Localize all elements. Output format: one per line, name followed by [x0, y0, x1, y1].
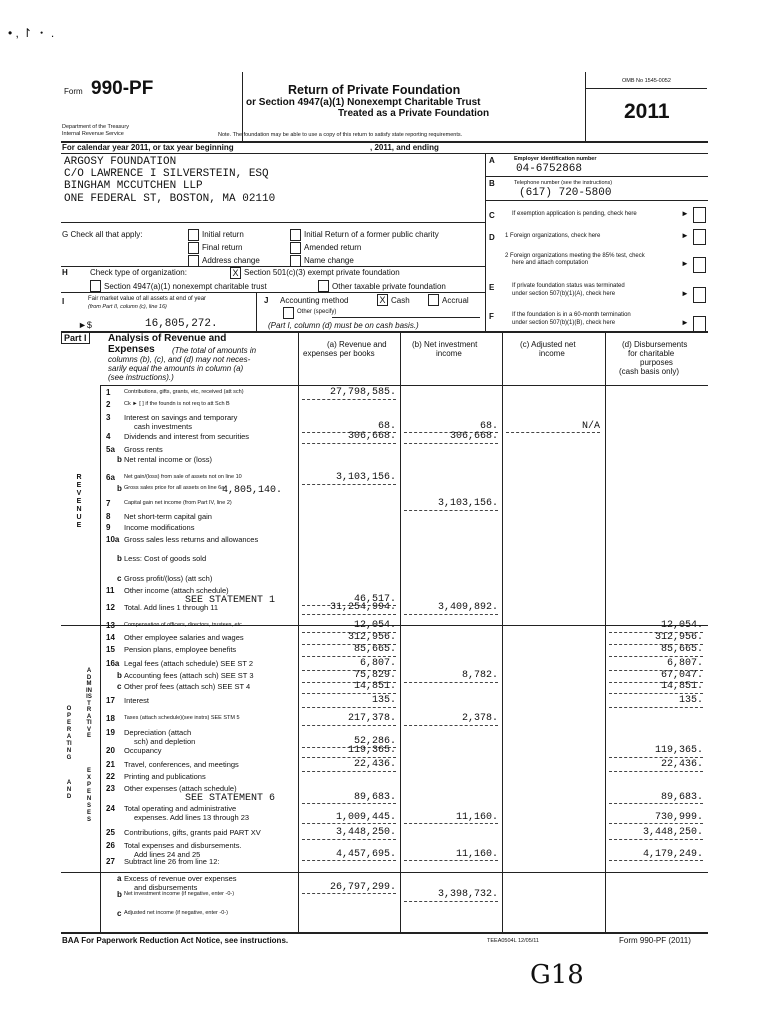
row-number: 8 — [106, 512, 111, 521]
part-desc-3: sarily equal the amounts in column (a) — [108, 364, 244, 373]
col-d-header-4: (cash basis only) — [619, 367, 680, 376]
side-label-expenses: EXPENSES — [86, 768, 92, 823]
exemption-pending-checkbox[interactable] — [693, 207, 706, 223]
f2-text: under section 507(b)(1)(B), check here — [512, 320, 616, 326]
i-text-1: Fair market value of all assets at end of year — [88, 296, 207, 302]
form-note: Note. The foundation may be able to use a copy of this return to satisfy state reporting requirements. — [218, 132, 463, 138]
row-value-col-a: 22,436. — [353, 759, 396, 770]
d2-text-a: 2 Foreign organizations meeting the 85% test, check — [505, 253, 645, 259]
row-number: 2 — [106, 400, 111, 409]
phone-value: (617) 720-5800 — [519, 187, 612, 199]
row-label: Net short-term capital gain — [124, 512, 212, 521]
row-value-col-a: 26,797,299. — [329, 882, 396, 893]
i-text-2: (from Part II, column (c), line 16) — [88, 304, 167, 310]
form-subtitle: or Section 4947(a)(1) Nonexempt Charitable Trust — [246, 97, 481, 108]
row-value-col-a: 306,668. — [347, 431, 396, 442]
row-number: 13 — [106, 621, 115, 630]
row-value-col-a: 6,807. — [359, 658, 396, 669]
final-return-label: Final return — [202, 243, 243, 252]
row-number: 11 — [106, 586, 115, 595]
row-number: b — [117, 671, 122, 680]
row-value-col-a: 135. — [371, 695, 396, 706]
row-value-col-a: 12,054. — [353, 620, 396, 631]
other-taxable-checkbox[interactable] — [318, 280, 329, 292]
row-label: Gross sales price for all assets on line 6a — [124, 485, 225, 491]
row-label: Printing and publications — [124, 772, 206, 781]
row-label-2: SEE STATEMENT 1 — [185, 595, 276, 606]
d-label: D — [489, 233, 495, 242]
row-label: Travel, conferences, and meetings — [124, 760, 239, 769]
dept-line-1: Department of the Treasury — [62, 124, 129, 130]
row-value-col-b: 306,668. — [449, 431, 498, 442]
initial-return-label: Initial return — [202, 230, 244, 239]
row-label-2: and disbursements — [134, 883, 198, 892]
row-label: Gross sales less returns and allowances — [124, 535, 259, 544]
row-label: Net investment income (if negative, enter -0-) — [124, 891, 235, 897]
form-subtitle-2: Treated as a Private Foundation — [338, 108, 490, 119]
col-d-header-2: for charitable — [628, 349, 675, 358]
row-label: Dividends and interest from securities — [124, 432, 250, 441]
row-value-col-b: 3,103,156. — [437, 498, 498, 509]
form-word: Form — [64, 87, 83, 96]
former-public-charity-checkbox[interactable] — [290, 229, 301, 241]
row-label: Other employee salaries and wages — [124, 633, 244, 642]
row-label-2: sch) and depletion — [134, 737, 196, 746]
row-value-col-a: 4,457,695. — [335, 849, 396, 860]
row-value-col-b: 68. — [479, 421, 498, 432]
row-label: Other income (attach schedule) — [124, 586, 229, 595]
final-return-checkbox[interactable] — [188, 242, 199, 254]
i-label: I — [62, 297, 65, 306]
row-label: Excess of revenue over expenses — [124, 874, 237, 883]
row-value-col-d: 135. — [678, 695, 703, 706]
terminated-b-checkbox[interactable] — [693, 316, 706, 332]
row-label: Adjusted net income (if negative, enter -0-) — [124, 910, 228, 916]
row-value-col-a: 3,448,250. — [335, 827, 396, 838]
row-value-col-d: 312,956. — [654, 632, 703, 643]
row-label-2: cash investments — [134, 422, 192, 431]
e2-text: under section 507(b)(1)(A), check here — [512, 291, 616, 297]
d2-text-b: here and attach computation — [512, 260, 589, 266]
amended-return-checkbox[interactable] — [290, 242, 301, 254]
row-number: 27 — [106, 857, 115, 866]
g-label: G Check all that apply: — [62, 230, 143, 239]
row-number: 18 — [106, 714, 115, 723]
row-value-col-a: 46,517. — [353, 594, 396, 605]
a-label: A — [489, 156, 495, 165]
foreign-org-checkbox[interactable] — [693, 229, 706, 245]
row-label-2: SEE STATEMENT 6 — [185, 793, 276, 804]
row-value-col-a: 119,365. — [347, 745, 396, 756]
row-value-col-b: 3,409,892. — [437, 602, 498, 613]
row-label: Net rental income or (loss) — [124, 455, 212, 464]
row-label: Contributions, gifts, grants, etc, received (att sch) — [124, 389, 244, 395]
row-value-col-d: 3,448,250. — [642, 827, 703, 838]
row-value-col-d: 730,999. — [654, 812, 703, 823]
row-label: Other prof fees (attach sch) SEE ST 4 — [124, 682, 251, 691]
row-number: b — [117, 554, 122, 563]
former-public-charity-label: Initial Return of a former public charity — [304, 230, 439, 239]
h-label: H — [62, 268, 68, 277]
row-number: 26 — [106, 841, 115, 850]
4947-trust-label: Section 4947(a)(1) nonexempt charitable trust — [104, 282, 267, 291]
row-value-col-d: 22,436. — [660, 759, 703, 770]
row-value-col-b: 11,160. — [455, 812, 498, 823]
row-label: Subtract line 26 from line 12: — [124, 857, 220, 866]
col-a-header-2: expenses per books — [303, 349, 375, 358]
row-value-col-d: 89,683. — [660, 792, 703, 803]
row-value-col-a: 217,378. — [347, 713, 396, 724]
row-label: Interest — [124, 696, 150, 705]
initial-return-checkbox[interactable] — [188, 229, 199, 241]
ein-value: 04-6752868 — [516, 163, 583, 175]
terminated-a-checkbox[interactable] — [693, 287, 706, 303]
row-number: 23 — [106, 784, 115, 793]
row-value-col-a: 68. — [377, 421, 396, 432]
col-b-header-1: (b) Net investment — [412, 340, 478, 349]
row-label: Depreciation (attach — [124, 728, 192, 737]
other-method-label: Other (specify) — [297, 309, 337, 315]
row-label: Occupancy — [124, 746, 162, 755]
form-title: Return of Private Foundation — [288, 83, 461, 97]
row-number: b — [117, 890, 122, 899]
top-marks: • , ↾ ・ . — [8, 26, 55, 40]
cash-checkbox[interactable]: X — [377, 294, 388, 306]
part-desc-4: (see instructions).) — [108, 373, 174, 382]
row-value-col-b: 8,782. — [461, 670, 498, 681]
row-number: 4 — [106, 432, 111, 441]
phone-title: Telephone number (see the instructions) — [514, 180, 613, 186]
row-number: 22 — [106, 772, 115, 781]
row-number: 7 — [106, 499, 111, 508]
row-label: Compensation of officers, directors, trustees, etc — [124, 622, 242, 628]
side-label-revenue: REVENUE — [76, 474, 82, 529]
row-number: 5a — [106, 445, 115, 454]
row-label: Legal fees (attach schedule) SEE ST 2 — [124, 659, 254, 668]
f-label: F — [489, 312, 494, 321]
row-label: Other expenses (attach schedule) — [124, 784, 237, 793]
4947-trust-checkbox[interactable] — [90, 280, 101, 292]
row-label: Gross profit/(loss) (att sch) — [124, 574, 213, 583]
c-text: If exemption application is pending, check here — [512, 211, 637, 217]
row-value-col-b: 3,398,732. — [437, 889, 498, 900]
part-title: Analysis of Revenue and — [108, 333, 227, 344]
accrual-checkbox[interactable] — [428, 294, 439, 306]
row-label: Interest on savings and temporary — [124, 413, 238, 422]
row-value-col-a: 52,286. — [353, 736, 396, 747]
row-label: Total operating and administrative — [124, 804, 237, 813]
row-label: Contributions, gifts, grants paid PART XV — [124, 828, 261, 837]
row-value-col-b: 11,160. — [455, 849, 498, 860]
row-value-col-c: N/A — [581, 421, 600, 432]
footer-code: TEEA0504L 12/05/11 — [487, 938, 539, 944]
j-text: Accounting method — [280, 296, 349, 305]
form-number: 990-PF — [91, 78, 154, 99]
org-name-line-4: ONE FEDERAL ST, BOSTON, MA 02110 — [64, 193, 276, 205]
col-d-header-3: purposes — [640, 358, 673, 367]
row-label: Capital gain net income (from Part IV, line 2) — [124, 500, 232, 506]
dept-line-2: Internal Revenue Service — [62, 131, 124, 137]
row-label: Accounting fees (attach sch) SEE ST 3 — [124, 671, 254, 680]
org-name-line-3: BINGHAM MCCUTCHEN LLP — [64, 180, 203, 192]
row-label: Taxes (attach schedule)(see instrs) SEE STM 5 — [124, 715, 240, 721]
part-label: Part I — [61, 332, 90, 344]
501c3-label: Section 501(c)(3) exempt private foundation — [244, 268, 400, 277]
row-number: c — [117, 574, 122, 583]
row-number: 15 — [106, 645, 115, 654]
row-label-2: Add lines 24 and 25 — [134, 850, 201, 859]
row-value-col-a: 27,798,585. — [329, 387, 396, 398]
row-number: 24 — [106, 804, 115, 813]
row-number: 19 — [106, 728, 115, 737]
row-value-col-a: 31,254,994. — [329, 602, 396, 613]
501c3-checkbox[interactable]: X — [230, 267, 241, 279]
row-number: 1 — [106, 388, 111, 397]
row-label: Total expenses and disbursements. — [124, 841, 242, 850]
b-label: B — [489, 179, 495, 188]
j-note: (Part I, column (d) must be on cash basis.) — [268, 321, 419, 330]
side-label-and: AND — [66, 780, 72, 800]
e1-text: If private foundation status was terminated — [512, 283, 625, 289]
c-label: C — [489, 211, 495, 220]
side-label-operating: OPERATING — [66, 706, 72, 761]
row-label: Less: Cost of goods sold — [124, 554, 207, 563]
footer-form-ref: Form 990-PF (2011) — [619, 936, 691, 945]
row-number: 16a — [106, 659, 120, 668]
row-value-col-d: 6,807. — [666, 658, 703, 669]
col-d-header-1: (d) Disbursements — [622, 340, 688, 349]
org-name-line-2: C/O LAWRENCE I SILVERSTEIN, ESQ — [64, 168, 269, 180]
row-label: Income modifications — [124, 523, 195, 532]
row-value-col-a: 1,009,445. — [335, 812, 396, 823]
row-value-col-a: 14,851. — [353, 681, 396, 692]
row-value-col-a: 312,956. — [347, 632, 396, 643]
fmv-value: 16,805,272. — [145, 318, 218, 330]
amended-return-label: Amended return — [304, 243, 362, 252]
row-value-col-d: 119,365. — [654, 745, 703, 756]
row-value-col-d: 85,665. — [660, 644, 703, 655]
tax-year: 2011 — [624, 100, 670, 123]
row-number: b — [117, 484, 122, 493]
row-value-col-a: 89,683. — [353, 792, 396, 803]
row-number: 17 — [106, 696, 115, 705]
row-number: c — [117, 909, 122, 918]
row-number: 6a — [106, 473, 115, 482]
row-number: b — [117, 455, 122, 464]
d1-text: 1 Foreign organizations, check here — [505, 233, 601, 239]
row-label: Gross rents — [124, 445, 163, 454]
col-b-header-2: income — [436, 349, 462, 358]
col-a-header-1: (a) Revenue and — [327, 340, 387, 349]
col-c-header-2: income — [539, 349, 565, 358]
row-number: 3 — [106, 413, 111, 422]
calendar-year-label: For calendar year 2011, or tax year beginning — [62, 143, 234, 152]
part-desc-2: columns (b), (c), and (d) may not neces- — [108, 355, 251, 364]
row-number: 20 — [106, 746, 115, 755]
fmv-arrow: ►$ — [78, 320, 92, 330]
row-number: 21 — [106, 760, 115, 769]
part-desc-1: (The total of amounts in — [172, 346, 257, 355]
row-number: 10a — [106, 535, 120, 544]
row-number: 9 — [106, 523, 111, 532]
footer-baa: BAA For Paperwork Reduction Act Notice, see instructions. — [62, 936, 289, 945]
foreign-85-checkbox[interactable] — [693, 257, 706, 273]
part-title-2: Expenses — [108, 344, 155, 355]
ein-title: Employer identification number — [514, 156, 597, 162]
e-label: E — [489, 283, 495, 292]
row-label: Ck ► [ ] if the foundn is not req to att Sch B — [124, 401, 230, 407]
other-method-checkbox[interactable] — [283, 307, 294, 319]
row-label: Net gain/(loss) from sale of assets not on line 10 — [124, 474, 242, 480]
row-number: 25 — [106, 828, 115, 837]
cash-label: Cash — [391, 296, 410, 305]
omb-number: OMB No 1545-0052 — [622, 78, 671, 84]
row-value-col-b: 2,378. — [461, 713, 498, 724]
row-label-2: expenses. Add lines 13 through 23 — [134, 813, 250, 822]
row-value-col-d: 12,054. — [660, 620, 703, 631]
gross-sales-inline-value: 4,805,140. — [222, 485, 283, 496]
org-name-line-1: ARGOSY FOUNDATION — [64, 156, 177, 168]
row-number: 14 — [106, 633, 115, 642]
row-number: a — [117, 874, 122, 883]
row-value-col-d: 4,179,249. — [642, 849, 703, 860]
row-value-col-a: 85,665. — [353, 644, 396, 655]
accrual-label: Accrual — [442, 296, 469, 305]
j-label: J — [264, 296, 269, 305]
row-value-col-d: 14,851. — [660, 681, 703, 692]
handwritten-mark: G18 — [530, 960, 584, 990]
side-label-admin: ADMINISTRATIVE — [86, 668, 92, 739]
col-c-header-1: (c) Adjusted net — [520, 340, 576, 349]
row-number: c — [117, 682, 122, 691]
other-taxable-label: Other taxable private foundation — [332, 282, 446, 291]
row-value-col-d: 67,047. — [660, 670, 703, 681]
row-label: Total. Add lines 1 through 11 — [124, 603, 219, 612]
name-change-label: Name change — [304, 256, 354, 265]
row-number: 12 — [106, 603, 115, 612]
address-change-label: Address change — [202, 256, 260, 265]
row-label: Pension plans, employee benefits — [124, 645, 237, 654]
f1-text: If the foundation is in a 60-month termination — [512, 312, 631, 318]
h-text: Check type of organization: — [90, 268, 187, 277]
row-value-col-a: 3,103,156. — [335, 472, 396, 483]
row-value-col-a: 75,829. — [353, 670, 396, 681]
calendar-year-ending: , 2011, and ending — [370, 143, 439, 152]
